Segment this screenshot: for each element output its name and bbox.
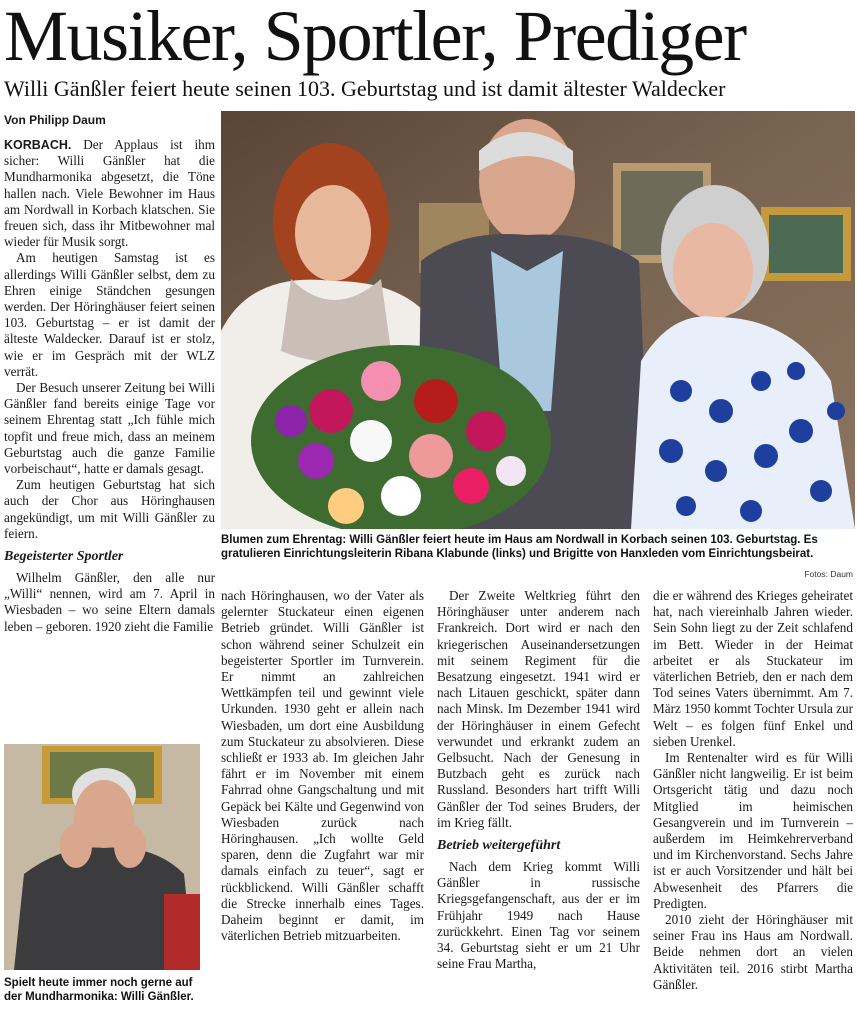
main-photo xyxy=(221,111,855,529)
photo-credit: Fotos: Daum xyxy=(804,569,853,579)
byline: Von Philipp Daum xyxy=(4,113,106,127)
harmonica-photo xyxy=(4,744,200,970)
column-2 xyxy=(221,588,424,1022)
dateline: KORBACH. xyxy=(4,138,72,152)
paragraph: Der Besuch unserer Zeitung bei Willi Gänßler fand bereits einige Tage vor seinem Ehrentag statt „Ich fühle mich topfit und freue mich, dass an meinem Geburtstag auch die ganze Familie vorbeischaut“, hatte er damals gesagt. xyxy=(4,380,215,477)
paragraph: Im Rentenalter wird es für Willi Gänßler nicht langweilig. Er ist beim Ortsgericht tätig und dazu noch Mitglied im heimischen Gesangverein und im Turnverein – außerdem im Heimkehrerverband und im Kirchenvorstand. Sechs Jahre ist er auch Vorsitzender und hält bei Abwesenheit des Pfarrers die Predigten. xyxy=(653,750,853,911)
column-3 xyxy=(437,588,640,1022)
paragraph: KORBACH. Der Applaus ist ihm sicher: Willi Gänßler hat die Mundharmonika abgesetzt, die Töne hallen nach. Viele Bewohner im Haus am Nordwall in Korbach klatschen. Sie freuen sich, dass ihr Mitbewohner mal wieder für Musik sorgt. xyxy=(4,137,215,250)
main-photo-caption: Blumen zum Ehrentag: Willi Gänßler feiert heute im Haus am Nordwall in Korbach seinen 103. Geburtstag. Es gratulieren Einrichtungsleiterin Ribana Klabunde (links) und Brigitte von Hanxleden vom Einrichtungsbeirat. xyxy=(221,534,818,560)
paragraph: Zum heutigen Geburtstag hat sich auch der Chor aus Höringhausen angekündigt, um mit Willi Gänßler zu feiern. xyxy=(4,477,215,541)
column-4 xyxy=(653,588,853,1022)
paragraph: Am heutigen Samstag ist es allerdings Willi Gänßler selbst, dem zu Ehren einige Ständchen gesungen werden. Der Höringhäuser feiert seinen 103. Geburtstag – er ist damit der älteste Waldecker. Darauf ist er stolz, wie er im Gespräch mit der WLZ verrät. xyxy=(4,250,215,379)
harmonica-photo-caption: Spielt heute immer noch gerne auf der Mundharmonika: Willi Gänßler. xyxy=(4,977,194,1003)
paragraph: Nach dem Krieg kommt Willi Gänßler in russische Kriegsgefangenschaft, aus der er im Frühjahr 1949 nach Hause zurückkehrt. Einen Tag vor seinem 34. Geburtstag sieht er um 21 Uhr seine Frau Martha, xyxy=(437,859,640,972)
paragraph: 2010 zieht der Höringhäuser mit seiner Frau ins Haus am Nordwall. Beide nehmen dort an vielen Aktivitäten teil. 2016 stirbt Martha Gänßler. xyxy=(653,912,853,992)
paragraph: die er während des Krieges geheiratet hat, nach viereinhalb Jahren wieder. Sein Sohn liegt zu der Zeit schlafend im Bett. Wieder in der Heimat arbeitet er als Stuckateur im väterlichen Betrieb, den er nach dem Tod seines Vaters übernimmt. Am 7. März 1950 kommt Tochter Ursula zur Welt – es folgen fünf Enkel und sieben Urenkel. xyxy=(653,588,853,749)
paragraph: Wilhelm Gänßler, den alle nur „Willi“ nennen, wird am 7. April in Wiesbaden – wo seine Eltern damals leben – geboren. 1920 zieht die Familie xyxy=(4,570,215,634)
paragraph: nach Höringhausen, wo der Vater als gelernter Stuckateur einen eigenen Betrieb gründet. Willi Gänßler ist schon während seiner Schulzeit ein begeisterter Sportler im Turnverein. Er nimmt an zahlreichen Wettkämpfen teil und gewinnt viele Urkunden. 1930 geht er allein nach Wiesbaden, um dort eine Ausbildung zum Stuckateur zu absolvieren. Diese schließt er 1933 ab. Im gleichen Jahr fährt er im November mit einem Fahrrad ohne Gangschaltung und mit Gepäck bei Kälte und Gegenwind von Wiesbaden zurück nach Höringhausen. „Ich wollte Geld sparen, denn die Zugfahrt war mir damals einfach zu teuer“, sagt er rückblickend. Willi Gänßler schafft die Strecke innerhalb eines Tages. Daheim beginnt er damit, im väterlichen Betrieb mitzuarbeiten. xyxy=(221,588,424,944)
headline: Musiker, Sportler, Prediger xyxy=(4,0,746,76)
subheading: Betrieb weitergeführt xyxy=(437,838,561,854)
subheadline: Willi Gänßler feiert heute seinen 103. Geburtstag und ist damit ältester Waldecker xyxy=(4,76,726,101)
paragraph: Der Zweite Weltkrieg führt den Höringhäuser unter anderem nach Frankreich. Dort wird er nach den kriegerischen Auseinandersetzungen mit seinem Regiment für die Besatzung eingesetzt. 1941 wird er nach Litauen geschickt, später dann nach Minsk. Im Dezember 1941 wird der Höringhäuser in einem Gefecht verwundet und erkrankt zudem an Gelbsucht. Nach der Genesung in Butzbach geht es zurück nach Russland. Besonders hart trifft Willi Gänßler der Tod seines Bruders, der im Krieg fällt. xyxy=(437,588,640,830)
column-1 xyxy=(4,137,215,738)
subheading: Begeisterter Sportler xyxy=(4,549,124,565)
